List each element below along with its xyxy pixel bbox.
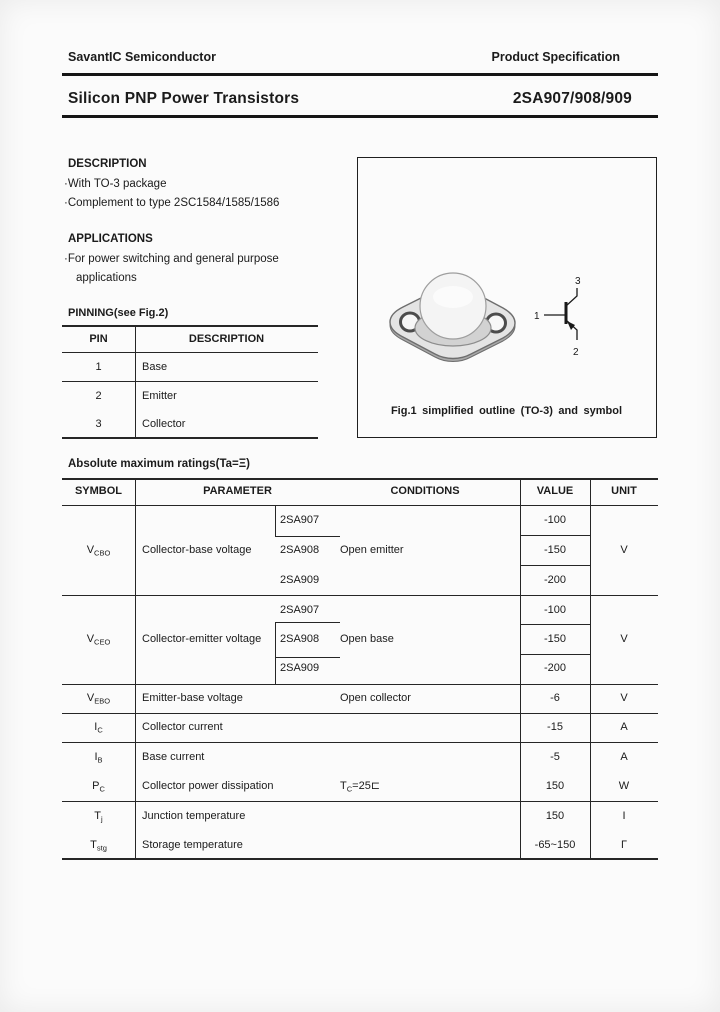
applications-line: ·For power switching and general purpose [64,253,279,265]
value-separator [520,624,590,625]
rating-value: 150 [545,810,565,822]
transistor-package-figure [383,264,523,364]
table-border [62,742,658,743]
rating-unit: I [622,810,626,822]
rating-unit: W [618,780,630,792]
rating-value: -100 [543,604,567,616]
company-name: SavantIC Semiconductor [68,50,216,64]
page-title: Silicon PNP Power Transistors [68,90,300,107]
type-separator [275,622,340,623]
pinning-border [62,352,318,353]
table-border [62,801,658,802]
type-separator [275,657,340,658]
table-border [62,478,658,480]
rating-type: 2SA909 [280,662,320,674]
pinning-col-pin: PIN [89,333,108,345]
rating-symbol: $T_j$ [94,810,103,824]
pin-desc: Collector [142,418,186,430]
rating-symbol: $T_{stg}$ [90,839,107,853]
value-separator [520,654,590,655]
table-border [62,713,658,714]
pin-desc: Base [142,361,168,373]
value-separator [520,535,590,536]
col-header-parameter: PARAMETER [203,485,272,497]
rating-value: -6 [550,692,560,704]
col-header-conditions: CONDITIONS [390,485,460,497]
pinning-col-desc: DESCRIPTION [188,333,265,345]
rating-unit: A [620,751,628,763]
rating-value: -150 [543,633,567,645]
col-header-value: VALUE [536,485,574,497]
figure-box [357,157,657,438]
rating-parameter: Emitter-base voltage [142,692,243,704]
rating-condition: Open emitter [340,544,404,556]
pinning-border [62,381,318,382]
applications-heading: APPLICATIONS [68,233,153,245]
symbol-pin-1-label: 1 [534,311,540,322]
rating-value: 150 [545,780,565,792]
type-divider [275,622,276,684]
description-item: ·With TO-3 package [64,178,167,190]
rating-unit: Γ [620,839,628,851]
type-separator [275,536,340,537]
symbol-pin-3-label: 3 [575,276,581,287]
rating-parameter: Collector-base voltage [142,544,252,556]
spec-type-label: Product Specification [491,50,620,64]
symbol-pin-2-label: 2 [573,347,579,358]
rating-unit: V [620,692,628,704]
pinning-border [62,437,318,439]
rating-value: -65~150 [534,839,576,851]
rating-condition: Open base [340,633,394,645]
pinning-border [62,325,318,327]
description-heading: DESCRIPTION [68,158,147,170]
rating-type: 2SA908 [280,544,320,556]
table-border [62,595,658,596]
rating-value: -150 [543,544,567,556]
col-header-unit: UNIT [611,485,637,497]
rating-type: 2SA907 [280,514,320,526]
rating-condition: $T_C=25⊏$ [340,780,381,794]
rating-type: 2SA909 [280,574,320,586]
rating-type: 2SA907 [280,604,320,616]
transistor-symbol-figure [520,269,650,364]
table-divider [590,478,591,860]
emitter-arrow [567,321,575,330]
rating-parameter: Collector current [142,721,223,733]
rating-condition: Open collector [340,692,411,704]
table-border [62,858,658,860]
rating-parameter: Junction temperature [142,810,246,822]
pin-number: 3 [95,418,102,430]
rating-symbol: $I_C$ [94,721,103,735]
table-border [62,505,658,506]
figure-caption: Fig.1 simplified outline (TO-3) and symbol [390,405,623,417]
table-divider [135,478,136,860]
rating-unit: V [620,633,628,645]
rating-parameter: Base current [142,751,205,763]
rating-symbol: $I_B$ [94,751,103,765]
pin-number: 1 [95,361,102,373]
value-separator [520,565,590,566]
part-number: 2SA907/908/909 [512,90,632,107]
rating-unit: V [620,544,628,556]
rating-value: -100 [543,514,567,526]
col-header-symbol: SYMBOL [74,485,123,497]
rating-value: -5 [550,751,560,763]
rating-value: -200 [543,574,567,586]
rating-symbol: $P_C$ [92,780,105,794]
pinning-heading: PINNING(see Fig.2) [68,307,169,319]
rating-symbol: $V_{CEO}$ [86,633,111,647]
rating-parameter: Collector power dissipation [142,780,274,792]
applications-line: applications [76,272,137,284]
rating-value: -15 [547,721,563,733]
pin-number: 2 [95,390,102,402]
type-divider [275,505,276,537]
rating-parameter: Storage temperature [142,839,243,851]
rating-parameter: Collector-emitter voltage [142,633,262,645]
ratings-heading: Absolute maximum ratings(Ta=Ξ) [68,458,250,470]
rating-symbol: $V_{EBO}$ [86,692,111,706]
header-rule-bottom [62,115,658,118]
ratings-table [62,478,658,860]
description-item: ·Complement to type 2SC1584/1585/1586 [64,197,280,209]
rating-unit: A [620,721,628,733]
rating-symbol: $V_{CBO}$ [86,544,111,558]
rating-value: -200 [543,662,567,674]
rating-type: 2SA908 [280,633,320,645]
table-border [62,684,658,685]
header-rule-top [62,73,658,76]
pin-desc: Emitter [142,390,177,402]
